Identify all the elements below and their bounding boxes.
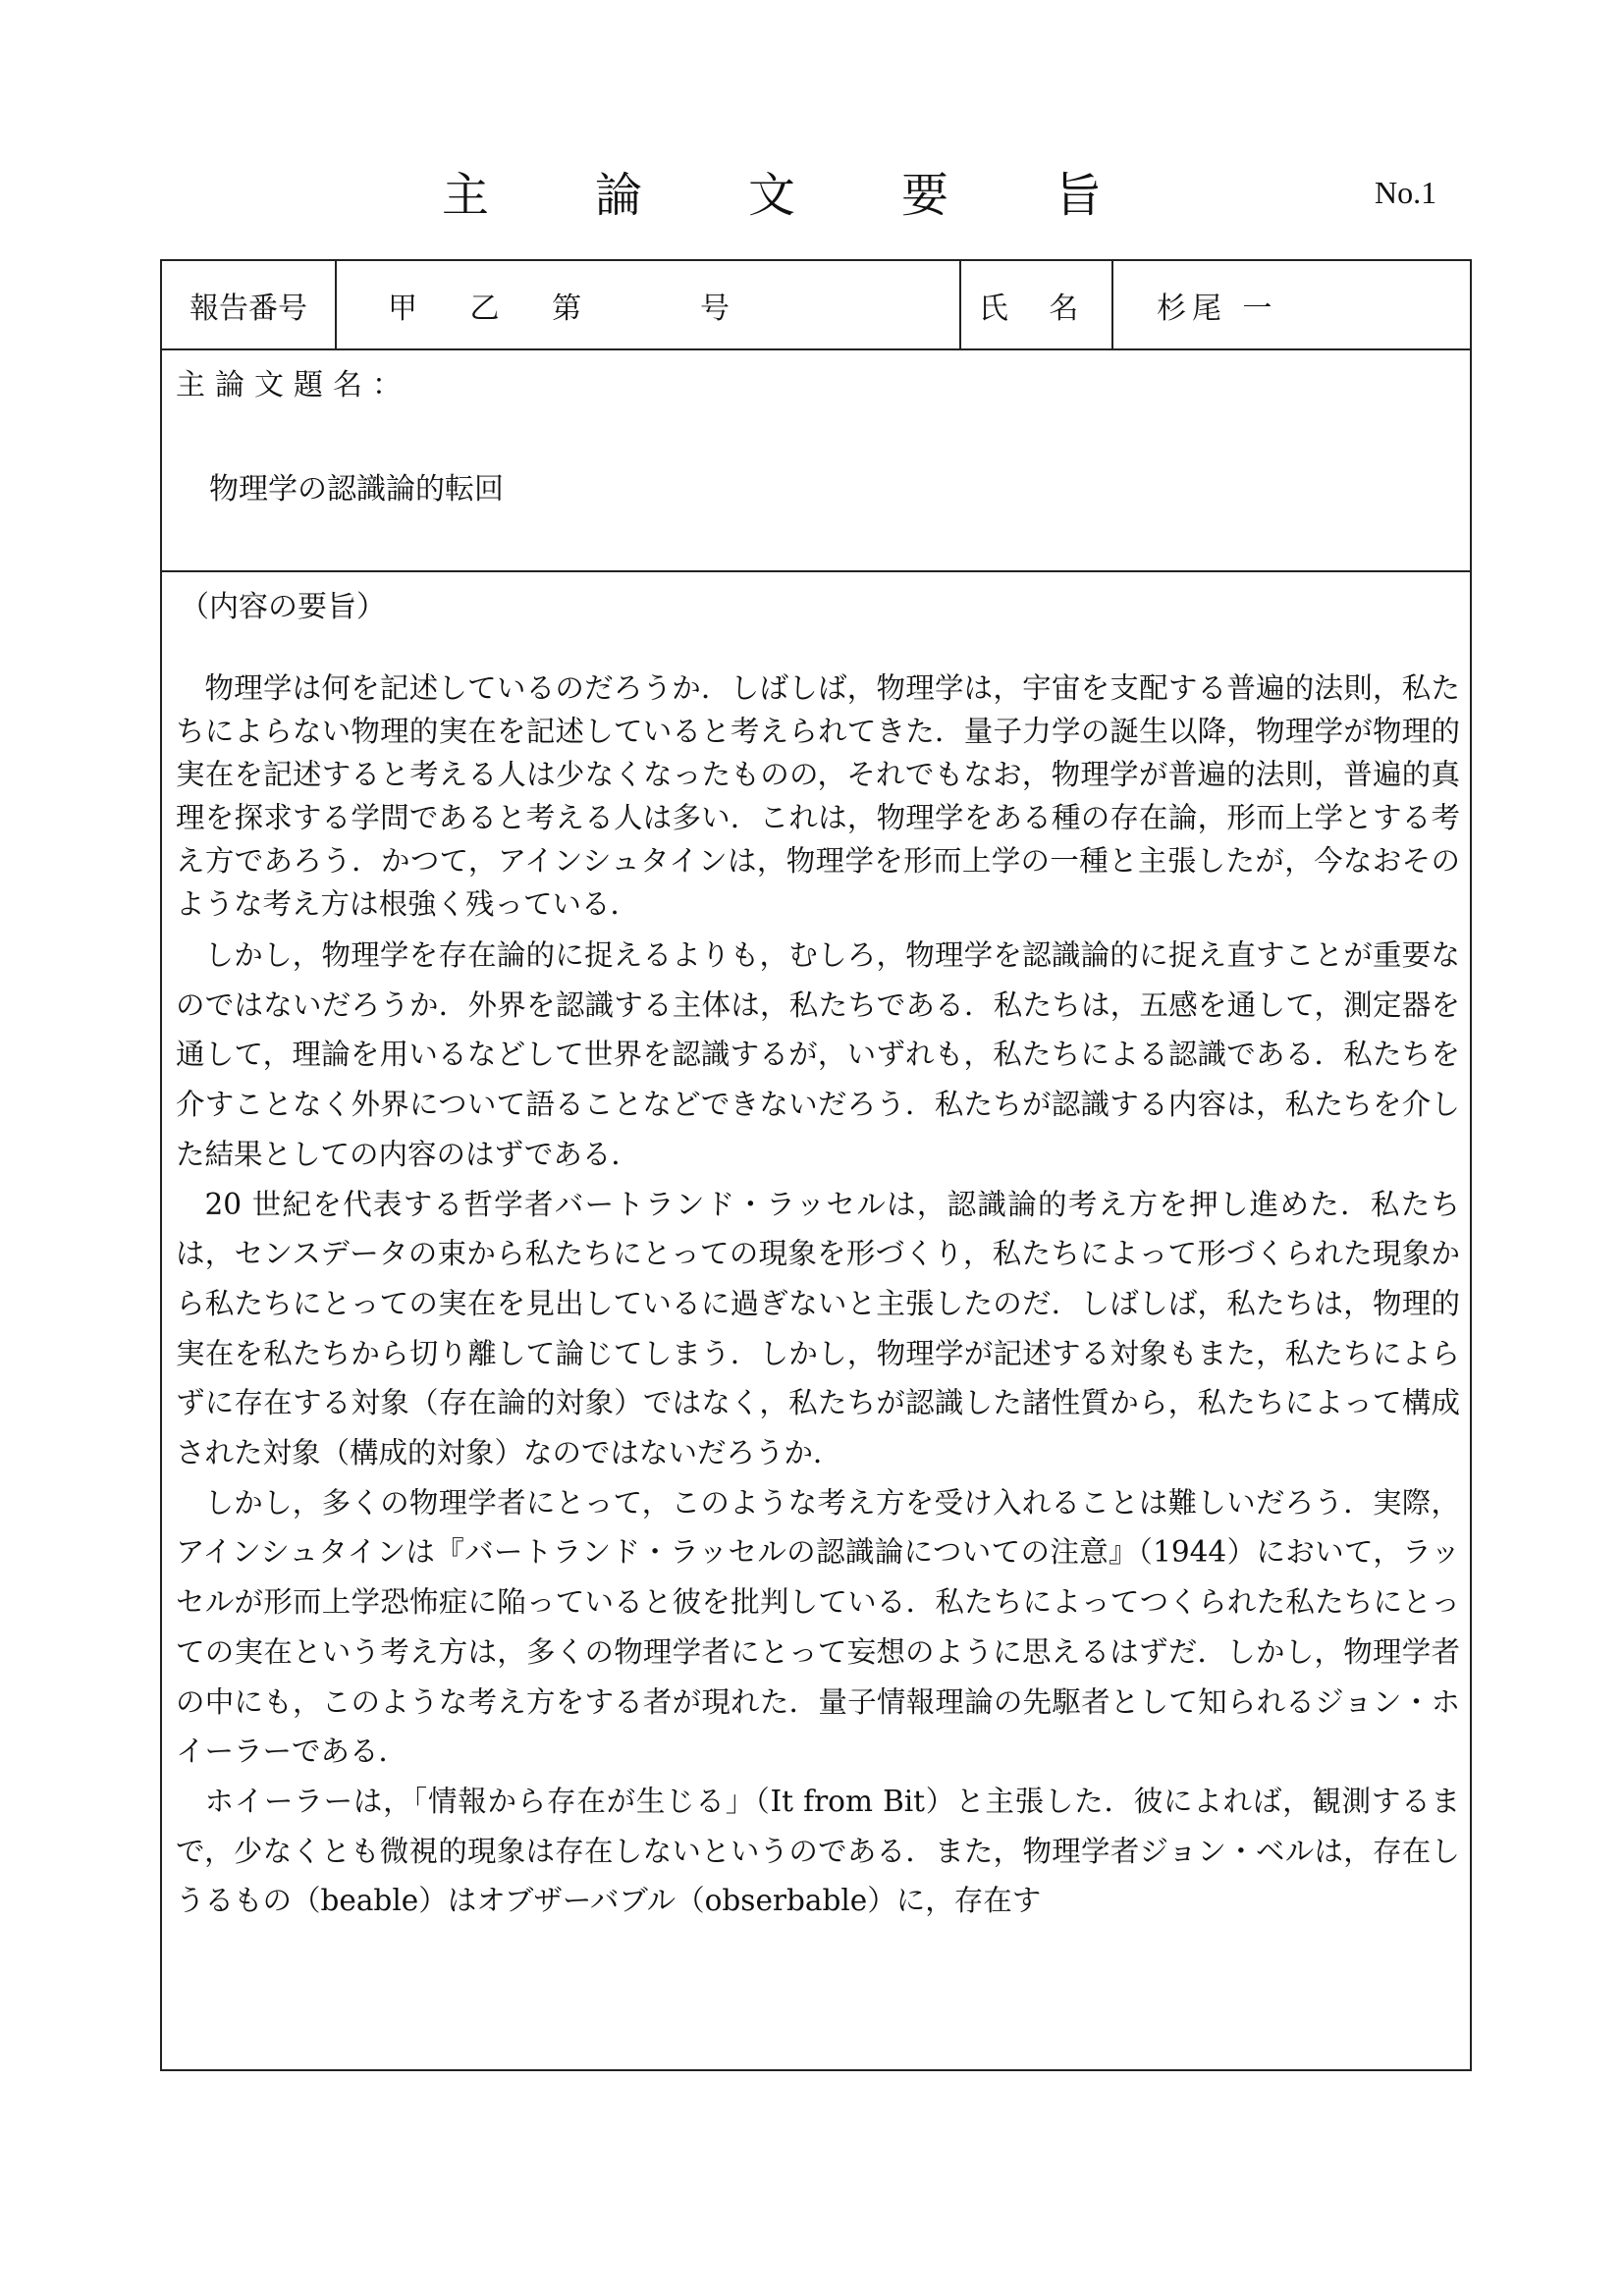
summary-form bbox=[160, 259, 1472, 2071]
summary-paragraph: 物理学は何を記述しているのだろうか．しばしば，物理学は，宇宙を支配する普遍的法則，私たちによらない物理的実在を記述していると考えられてきた．量子力学の誕生以降，物理学が物理的実在を記述すると考える人は少なくなったものの，それでもなお，物理学が普遍的法則，普遍的真理を探求する学問であると考える人は多い．これは，物理学をある種の存在論，形而上学とする考え方であろう．かつて，アインシュタインは，物理学を形而上学の一種と主張したが，今なおそのような考え方は根強く残っている． bbox=[176, 671, 1460, 921]
report-number-value bbox=[337, 261, 961, 348]
title-char: 文 bbox=[748, 168, 796, 223]
summary-body bbox=[176, 667, 1460, 1926]
report-number-suffix: 号 bbox=[700, 291, 730, 326]
summary-paragraph: しかし，多くの物理学者にとって，このような考え方を受け入れることは難しいだろう．実際，アインシュタインは『バートランド・ラッセルの認識論についての注意』（1944）において，ラッセルが形而上学恐怖症に陥っていると彼を批判している．私たちによってつくられた私たちにとっての実在という考え方は，多くの物理学者にとって妄想のように思えるはずだ．しかし，物理学者の中にも，このような考え方をする者が現れた．量子情報理論の先駆者として知られるジョン・ホイーラーである． bbox=[176, 1485, 1460, 1769]
name-label: 氏 名 bbox=[961, 261, 1113, 348]
summary-paragraph: ホイーラーは，「情報から存在が生じる」（It from Bit）と主張した．彼によれば，観測するまで，少なくとも微視的現象は存在しないというのである．また，物理学者ジョン・ベルは，存在しうるもの（beable）はオブザーバブル（obserbable）に，存在す bbox=[176, 1784, 1460, 1918]
title-char: 旨 bbox=[1055, 168, 1103, 223]
summary-paragraph: しかし，物理学を存在論的に捉えるよりも，むしろ，物理学を認識論的に捉え直すことが重要なのではないだろうか．外界を認識する主体は，私たちである．私たちは，五感を通して，測定器を通して，理論を用いるなどして世界を認識するが，いずれも，私たちによる認識である．私たちを介すことなく外界について語ることなどできないだろう．私たちが認識する内容は，私たちを介した結果としての内容のはずである． bbox=[176, 938, 1460, 1171]
info-row bbox=[162, 261, 1470, 350]
title-char: 論 bbox=[595, 168, 643, 223]
report-number-label: 報告番号 bbox=[162, 261, 337, 348]
thesis-title-label: 主論文題名： bbox=[176, 368, 411, 402]
report-number-prefix: 甲 乙 第 bbox=[388, 291, 604, 326]
title-char: 要 bbox=[901, 168, 949, 223]
summary-label: （内容の要旨） bbox=[180, 590, 386, 624]
document-title bbox=[442, 157, 1208, 225]
thesis-title: 物理学の認識論的転回 bbox=[209, 472, 504, 507]
thesis-title-section bbox=[162, 350, 1470, 572]
author-name: 杉尾 一 bbox=[1157, 291, 1278, 326]
summary-paragraph: 20 世紀を代表する哲学者バートランド・ラッセルは，認識論的考え方を押し進めた．私たちは，センスデータの束から私たちにとっての現象を形づくり，私たちによって形づくられた現象から私たちにとっての実在を見出しているに過ぎないと主張したのだ．しばしば，私たちは，物理的実在を私たちから切り離して論じてしまう．しかし，物理学が記述する対象もまた，私たちによらずに存在する対象（存在論的対象）ではなく，私たちが認識した諸性質から，私たちによって構成された対象（構成的対象）なのではないだろうか． bbox=[176, 1187, 1460, 1470]
page-number: No.1 bbox=[1375, 175, 1437, 210]
title-char: 主 bbox=[442, 168, 490, 223]
